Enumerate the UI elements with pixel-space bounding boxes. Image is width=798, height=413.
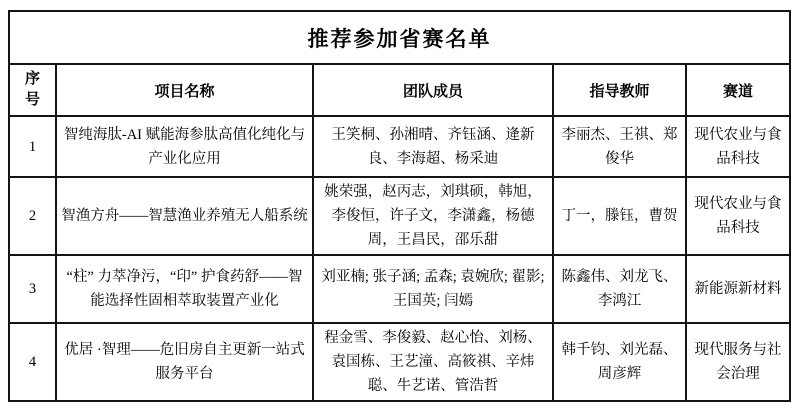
table-row — [9, 323, 790, 401]
column-header-members: 团队成员 — [313, 64, 553, 116]
cell-project: 智渔方舟——智慧渔业养殖无人船系统 — [56, 177, 313, 255]
cell-track: 现代农业与食品科技 — [686, 177, 790, 255]
column-header-no — [9, 64, 56, 116]
table-title: 推荐参加省赛名单 — [9, 11, 790, 64]
column-header-no-label: 序号 — [24, 71, 40, 108]
cell-no: 4 — [9, 323, 56, 401]
header-row — [9, 64, 790, 116]
table-row — [9, 116, 790, 177]
cell-teachers: 丁一，滕钰，曹贺 — [553, 177, 686, 255]
recommendation-table — [8, 10, 791, 402]
cell-no: 1 — [9, 116, 56, 177]
cell-track: 新能源新材料 — [686, 255, 790, 323]
cell-project: “柱” 力萃净污，“印” 护食药舒——智能选择性固相萃取装置产业化 — [56, 255, 313, 323]
cell-teachers: 陈鑫伟、刘龙飞、李鸿江 — [553, 255, 686, 323]
cell-members: 程金雪、李俊毅、赵心怡、刘杨、袁国栋、王艺潼、高筱祺、辛炜聪、牛艺诺、管浩哲 — [313, 323, 553, 401]
cell-no: 3 — [9, 255, 56, 323]
column-header-project: 项目名称 — [56, 64, 313, 116]
table-row — [9, 255, 790, 323]
column-header-teachers: 指导教师 — [553, 64, 686, 116]
cell-track: 现代农业与食品科技 — [686, 116, 790, 177]
cell-no: 2 — [9, 177, 56, 255]
table-row — [9, 177, 790, 255]
cell-members: 姚荣强，赵丙志，刘琪硕，韩旭，李俊恒，许子文，李潇鑫，杨德周，王昌民，邵乐甜 — [313, 177, 553, 255]
cell-members: 王笑桐、孙湘晴、齐钰涵、逄新良、李海超、杨采迪 — [313, 116, 553, 177]
cell-track: 现代服务与社会治理 — [686, 323, 790, 401]
cell-teachers: 李丽杰、王祺、郑俊华 — [553, 116, 686, 177]
cell-project: 优居 ·智理——危旧房自主更新一站式服务平台 — [56, 323, 313, 401]
title-row — [9, 11, 790, 64]
cell-teachers: 韩千钧、刘光磊、周彦辉 — [553, 323, 686, 401]
column-header-track: 赛道 — [686, 64, 790, 116]
cell-project: 智纯海肽-AI 赋能海参肽高值化纯化与产业化应用 — [56, 116, 313, 177]
cell-members: 刘亚楠; 张子涵; 孟森; 袁婉欣; 翟影; 王国英; 闫嫣 — [313, 255, 553, 323]
